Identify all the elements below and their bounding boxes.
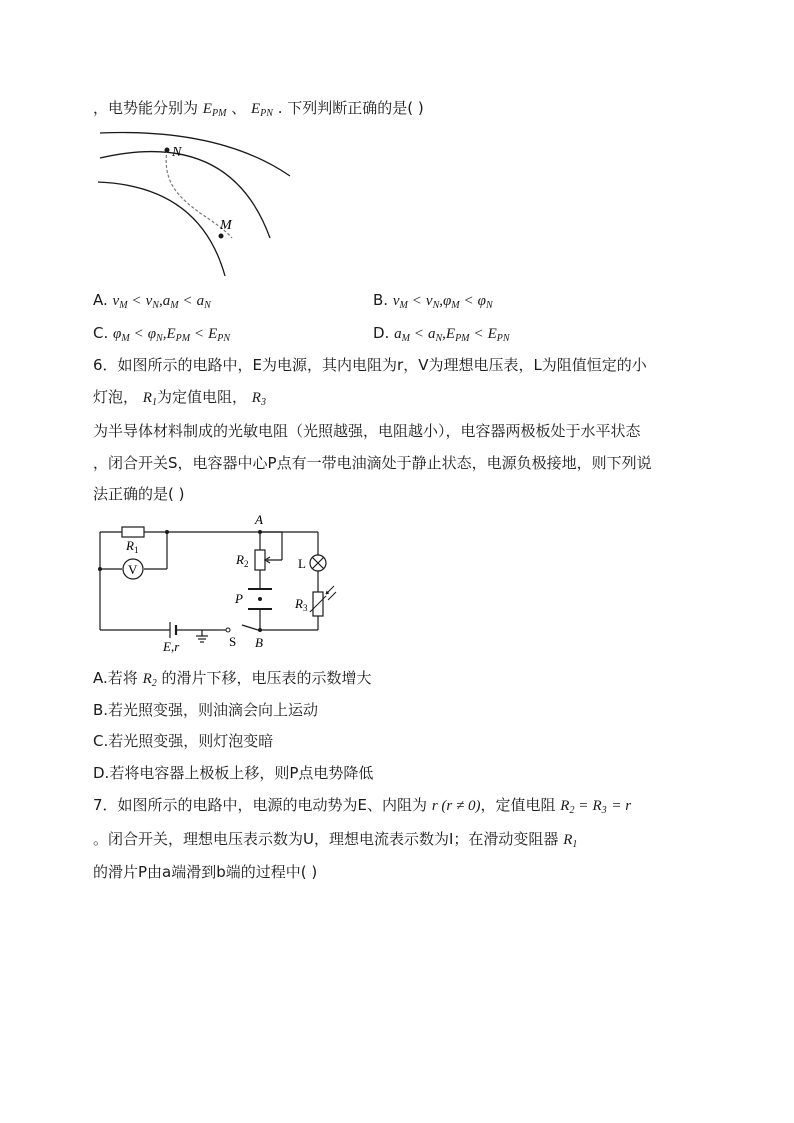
label-p: P (235, 591, 243, 606)
label-l: L (298, 556, 306, 571)
label-m: M (220, 218, 232, 233)
circuit-diagram-q6 (92, 512, 337, 654)
q6-line-5: 法正确的是( ) (93, 485, 185, 503)
oil-drop-p (258, 597, 262, 601)
e-pm: $E_{PM}$ (202, 101, 227, 119)
q6-option-a: A.若将 $R_2$ 的滑片下移，电压表的示数增大 (93, 669, 372, 689)
q5-option-c: C. $\varphi_M < \varphi_N,E_{PM} < E_{PN}$ (93, 324, 231, 344)
label-er: E,r (163, 639, 180, 654)
q6-line-4: ，闭合开关S，电容器中心P点有一带电油滴处于静止状态，电源负极接地，则下列说 (93, 454, 652, 472)
q6-line-3: 为半导体材料制成的光敏电阻（光照越强，电阻越小），电容器两极板处于水平状态 (93, 422, 641, 440)
q6-option-b: B.若光照变强，则油滴会向上运动 (93, 701, 319, 719)
point-n (165, 148, 170, 153)
field-lines-figure (90, 128, 305, 280)
q5-option-a: A. $v_M < v_N,a_M < a_N$ (93, 291, 211, 311)
label-n: N (172, 145, 182, 160)
field-line-bottom (98, 182, 225, 276)
voltmeter-label: V (128, 562, 138, 577)
q5-option-b: B. $v_M < v_N,\varphi_M < \varphi_N$ (373, 291, 493, 311)
ground-icon (196, 636, 208, 642)
switch-s-contact-left (226, 628, 230, 632)
q6-option-d: D.若将电容器上极板上移，则P点电势降低 (93, 764, 374, 782)
resistor-r1 (122, 527, 144, 537)
light-arrows-icon (326, 586, 336, 600)
q5-stem: ，电势能分别为 $E_{PM}$ 、 $E_{PN}$ . 下列判断正确的是( ) (93, 99, 424, 119)
label-r2: $R_2$ (236, 552, 249, 569)
label-s: S (229, 634, 237, 649)
label-a: A (255, 512, 263, 527)
field-line-top (100, 133, 290, 176)
r2-slider-arrow (265, 557, 282, 563)
rheostat-r2 (255, 550, 265, 570)
field-line-middle (100, 152, 270, 238)
q7-line-1: 7．如图所示的电路中，电源的电动势为E、内阻为 r (r ≠ 0)，定值电阻 $R_2 = R_3 = r$ (93, 796, 632, 816)
q7-line-2: 。闭合开关，理想电压表示数为U，理想电流表示数为I；在滑动变阻器 $R_1$ (93, 830, 578, 850)
point-m (219, 234, 224, 239)
label-r1: $R_1$ (126, 538, 139, 555)
q6-option-c: C.若光照变强，则灯泡变暗 (93, 732, 274, 750)
q7-line-3: 的滑片P由a端滑到b端的过程中( ) (93, 863, 318, 881)
q5-option-d: D. $a_M < a_N,E_{PM} < E_{PN}$ (373, 324, 510, 344)
q6-line-1: 6．如图所示的电路中，E为电源，其内电阻为r，V为理想电压表，L为阻值恒定的小 (93, 356, 647, 374)
label-b: B (255, 635, 263, 650)
e-pn: $E_{PN}$ (251, 101, 273, 119)
q6-line-2: 灯泡， $R_1$为定值电阻， $R_3$ (93, 388, 266, 408)
label-r3: $R_3$ (295, 596, 308, 613)
